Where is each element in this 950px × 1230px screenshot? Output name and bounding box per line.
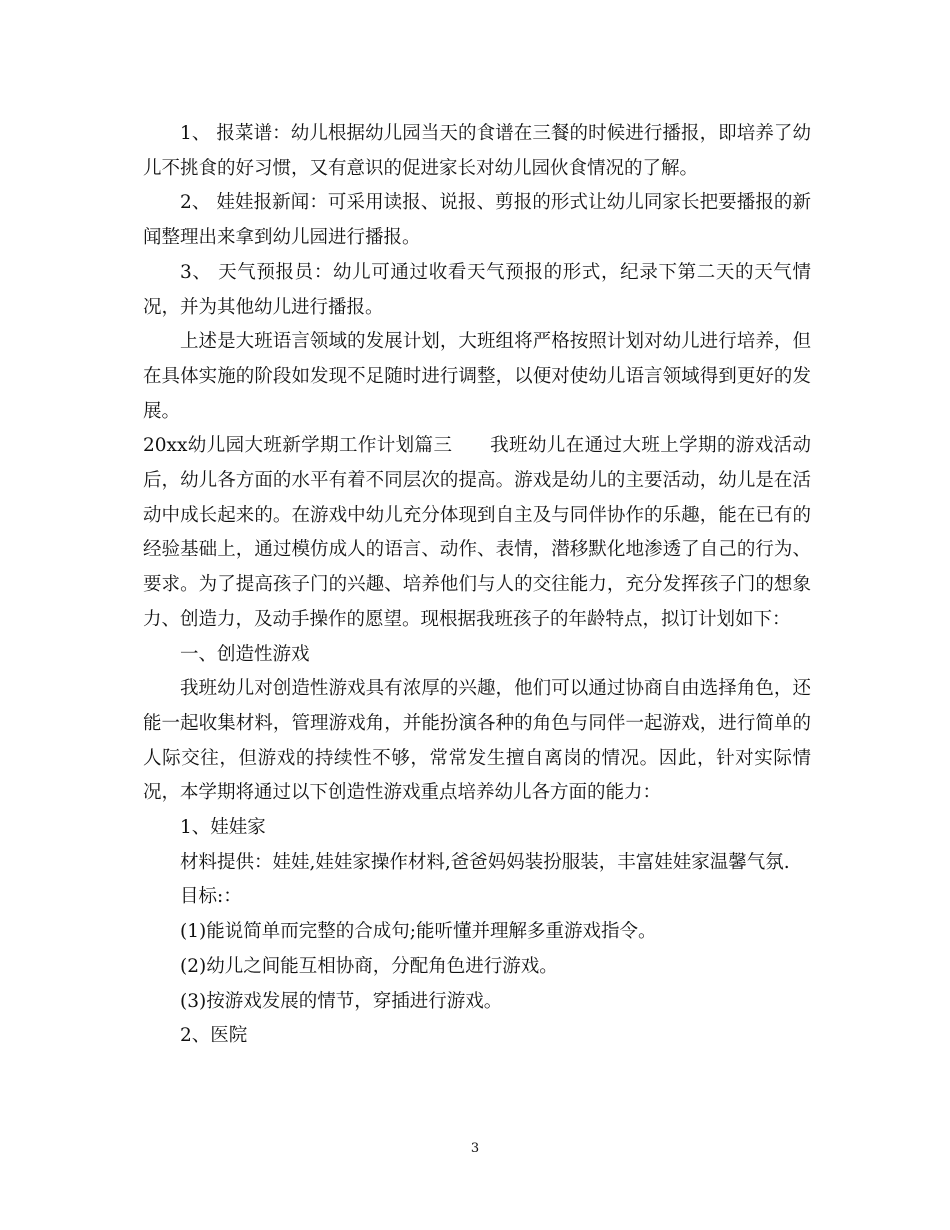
paragraph-news-report: 2、 娃娃报新闻：可采用读报、说报、剪报的形式让幼儿同家长把要播报的新闻整理出来拿到幼儿园进行播报。: [143, 192, 811, 249]
paragraph-goals-label: 目标:：: [180, 886, 242, 908]
paragraph-weather-report: 3、 天气预报员：幼儿可通过收看天气预报的形式，纪录下第二天的天气情况，并为其他幼儿进行播报。: [143, 261, 811, 318]
goal-item-3: (3)按游戏发展的情节，穿插进行游戏。: [180, 990, 503, 1012]
paragraph-language-summary: 上述是大班语言领域的发展计划，大班组将严格按照计划对幼儿进行培养，但在具体实施的阶段如发现不足随时进行调整，以便对使幼儿语言领域得到更好的发展。: [143, 331, 811, 422]
subheading-doll-house: 1、娃娃家: [180, 817, 266, 839]
goal-item-2: (2)幼儿之间能互相协商，分配角色进行游戏。: [180, 955, 558, 977]
document-body: [143, 117, 811, 1054]
paragraph-plan-three-intro: 20xx幼儿园大班新学期工作计划篇三 我班幼儿在通过大班上学期的游戏活动后，幼儿各方面的水平有着不同层次的提高。游戏是幼儿的主要活动，幼儿是在活动中成长起来的。在游戏中幼儿充分体现到自主及与同伴协作的乐趣，能在已有的经验基础上，通过模仿成人的语言、动作、表情，潜移默化地渗透了自己的行为、要求。为了提高孩子门的兴趣、培养他们与人的交往能力，充分发挥孩子门的想象力、创造力，及动手操作的愿望。现根据我班孩子的年龄特点，拟订计划如下：: [143, 435, 811, 630]
paragraph-menu-report: 1、 报菜谱：幼儿根据幼儿园当天的食谱在三餐的时候进行播报，即培养了幼儿不挑食的好习惯，又有意识的促进家长对幼儿园伙食情况的了解。: [143, 123, 811, 179]
section-heading-creative-games: 一、创造性游戏: [180, 643, 310, 665]
goal-item-1: (1)能说简单而完整的合成句;能听懂并理解多重游戏指令。: [180, 921, 657, 943]
paragraph-creative-games: 我班幼儿对创造性游戏具有浓厚的兴趣，他们可以通过协商自由选择角色，还能一起收集材料，管理游戏角，并能扮演各种的角色与同伴一起游戏，进行简单的人际交往，但游戏的持续性不够，常常发生擅自离岗的情况。因此，针对实际情况，本学期将通过以下创造性游戏重点培养幼儿各方面的能力：: [143, 678, 811, 804]
page-number: 3: [470, 1141, 480, 1156]
subheading-hospital: 2、医院: [180, 1025, 248, 1047]
paragraph-materials: 材料提供：娃娃,娃娃家操作材料,爸爸妈妈装扮服装，丰富娃娃家温馨气氛.: [180, 851, 790, 873]
